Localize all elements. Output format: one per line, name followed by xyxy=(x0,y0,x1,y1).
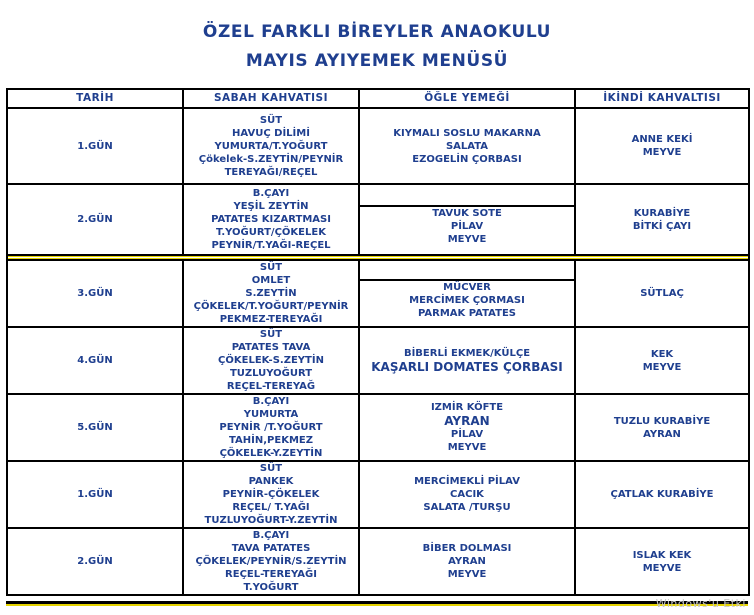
breakfast-cell xyxy=(183,327,359,394)
page-title: ÖZEL FARKLI BİREYLER ANAOKULU xyxy=(202,22,552,42)
day-cell: 2.GÜN xyxy=(7,184,183,255)
cell-divider xyxy=(360,193,574,207)
table-row xyxy=(7,260,749,327)
header-snack: İKİNDİ KAHVALTISI xyxy=(575,89,749,108)
menu-item: TAVUK SOTE xyxy=(432,208,502,219)
menu-item: AYRAN xyxy=(643,428,681,440)
menu-item: REÇEL-TEREYAĞ xyxy=(226,381,316,392)
menu-item: AYRAN xyxy=(444,414,490,428)
breakfast-cell xyxy=(183,394,359,461)
menu-item: PANKEK xyxy=(248,476,294,487)
menu-item: KEK xyxy=(650,348,674,360)
menu-item: ÇÖKELEK-Y.ZEYTİN xyxy=(219,448,323,459)
day-cell: 5.GÜN xyxy=(7,394,183,461)
page-subtitle: MAYIS AYIYEMEK MENÜSÜ xyxy=(245,51,509,71)
lunch-cell xyxy=(359,394,575,461)
snack-cell xyxy=(575,260,749,327)
menu-item: TUZLUYOĞURT-Y.ZEYTİN xyxy=(204,515,338,526)
menu-item: MEYVE xyxy=(447,234,487,245)
menu-item: SÜT xyxy=(259,114,283,126)
table-row xyxy=(7,327,749,394)
snack-cell xyxy=(575,461,749,528)
menu-item: YUMURTA xyxy=(243,409,299,420)
menu-item: B.ÇAYI xyxy=(252,396,290,407)
menu-item: TAVA PATATES xyxy=(231,543,311,554)
menu-item: PEKMEZ-TEREYAĞI xyxy=(219,314,323,325)
menu-item: Çökelek-S.ZEYTİN/PEYNİR xyxy=(198,153,344,165)
breakfast-cell xyxy=(183,184,359,255)
menu-item: MEYVE xyxy=(447,569,487,580)
menu-item: AYRAN xyxy=(448,556,486,567)
day-cell: 4.GÜN xyxy=(7,327,183,394)
menu-item: KIYMALI SOSLU MAKARNA xyxy=(393,127,541,139)
menu-item: MERCİMEKLİ PİLAV xyxy=(414,476,520,487)
snack-cell xyxy=(575,394,749,461)
table-row xyxy=(7,184,749,255)
menu-item: ÇÖKELEK/PEYNİR/S.ZEYTİN xyxy=(195,556,347,567)
lunch-cell xyxy=(359,327,575,394)
day-cell: 1.GÜN xyxy=(7,461,183,528)
menu-item: ÇÖKELEK-S.ZEYTİN xyxy=(218,355,324,366)
menu-item: ÇÖKELEK/T.YOĞURT/PEYNİR xyxy=(193,301,349,312)
breakfast-cell xyxy=(183,461,359,528)
table-row xyxy=(7,461,749,528)
menu-table xyxy=(6,88,750,596)
menu-item: PARMAK PATATES xyxy=(417,308,516,319)
lunch-cell xyxy=(359,108,575,184)
lunch-cell xyxy=(359,461,575,528)
table-row xyxy=(7,528,749,595)
day-cell: 3.GÜN xyxy=(7,260,183,327)
menu-item: T.YOĞURT/ÇÖKELEK xyxy=(216,227,326,238)
lunch-cell xyxy=(359,184,575,255)
breakfast-cell xyxy=(183,260,359,327)
bottom-separator xyxy=(6,601,748,615)
menu-item: B.ÇAYI xyxy=(252,188,290,199)
menu-item: SALATA /TURŞU xyxy=(423,502,511,513)
menu-item: MERCİMEK ÇORMASI xyxy=(409,295,525,306)
menu-item: PEYNİR-ÇÖKELEK xyxy=(222,489,320,500)
menu-item: TAHİN,PEKMEZ xyxy=(229,435,313,446)
menu-item: MÜCVER xyxy=(443,282,491,293)
menu-item: ANNE KEKİ xyxy=(631,134,693,145)
menu-item: MEYVE xyxy=(642,361,682,373)
menu-item: B.ÇAYI xyxy=(252,530,290,541)
activation-watermark: Windows'u Etki xyxy=(655,597,746,610)
menu-item: CACIK xyxy=(450,489,484,500)
snack-cell xyxy=(575,528,749,595)
menu-item: PİLAV xyxy=(450,221,484,232)
menu-item: REÇEL-TEREYAĞI xyxy=(225,569,317,580)
menu-item: YEŞİL ZEYTİN xyxy=(233,201,309,212)
menu-item: SÜT xyxy=(259,463,283,474)
header-row xyxy=(7,89,749,108)
menu-item: MEYVE xyxy=(642,562,682,574)
menu-item: BİTKİ ÇAYI xyxy=(632,220,692,232)
header-breakfast: SABAH KAHVATISI xyxy=(183,89,359,108)
menu-item: BİBER DOLMASI xyxy=(422,543,512,554)
menu-item: PİLAV xyxy=(450,429,484,440)
header-lunch: ÖĞLE YEMEĞİ xyxy=(359,89,575,108)
lunch-cell xyxy=(359,528,575,595)
snack-cell xyxy=(575,327,749,394)
menu-item: TUZLU KURABİYE xyxy=(613,415,711,427)
breakfast-cell xyxy=(183,108,359,184)
menu-item: BİBERLİ EKMEK/KÜLÇE xyxy=(403,348,531,359)
menu-item: IZMİR KÖFTE xyxy=(430,402,504,413)
menu-item: REÇEL/ T.YAĞI xyxy=(232,502,310,513)
menu-item: PEYNİR/T.YAĞI-REÇEL xyxy=(211,240,331,251)
table-row xyxy=(7,394,749,461)
lunch-cell xyxy=(359,260,575,327)
menu-item: MEYVE xyxy=(642,147,682,158)
menu-item: KAŞARLI DOMATES ÇORBASI xyxy=(371,360,563,374)
day-cell: 2.GÜN xyxy=(7,528,183,595)
breakfast-cell xyxy=(183,528,359,595)
menu-item: SALATA xyxy=(445,140,489,152)
menu-item: OMLET xyxy=(251,275,291,286)
menu-item: PEYNİR /T.YOĞURT xyxy=(219,422,323,433)
snack-cell xyxy=(575,108,749,184)
menu-item: KURABİYE xyxy=(633,207,691,219)
cell-divider xyxy=(360,267,574,281)
menu-item: MEYVE xyxy=(447,442,487,453)
menu-item: TUZLUYOĞURT xyxy=(229,368,313,379)
menu-item: PATATES KIZARTMASI xyxy=(211,214,331,225)
day-cell: 1.GÜN xyxy=(7,108,183,184)
snack-cell xyxy=(575,184,749,255)
menu-item: YUMURTA/T.YOĞURT xyxy=(214,140,328,152)
menu-item: ISLAK KEK xyxy=(632,549,692,561)
menu-item: EZOGELİN ÇORBASI xyxy=(412,153,522,165)
menu-item: T.YOĞURT xyxy=(243,582,299,593)
menu-item: ÇATLAK KURABİYE xyxy=(610,489,714,500)
table-row xyxy=(7,108,749,184)
menu-item: HAVUÇ DİLİMİ xyxy=(232,127,310,139)
menu-item: TEREYAĞI/REÇEL xyxy=(224,166,318,178)
header-date: TARİH xyxy=(7,89,183,108)
menu-item: S.ZEYTİN xyxy=(245,288,297,299)
menu-item: PATATES TAVA xyxy=(231,342,311,353)
menu-item: SÜT xyxy=(259,262,283,273)
menu-item: SÜT xyxy=(259,329,283,340)
menu-item: SÜTLAÇ xyxy=(640,288,684,299)
